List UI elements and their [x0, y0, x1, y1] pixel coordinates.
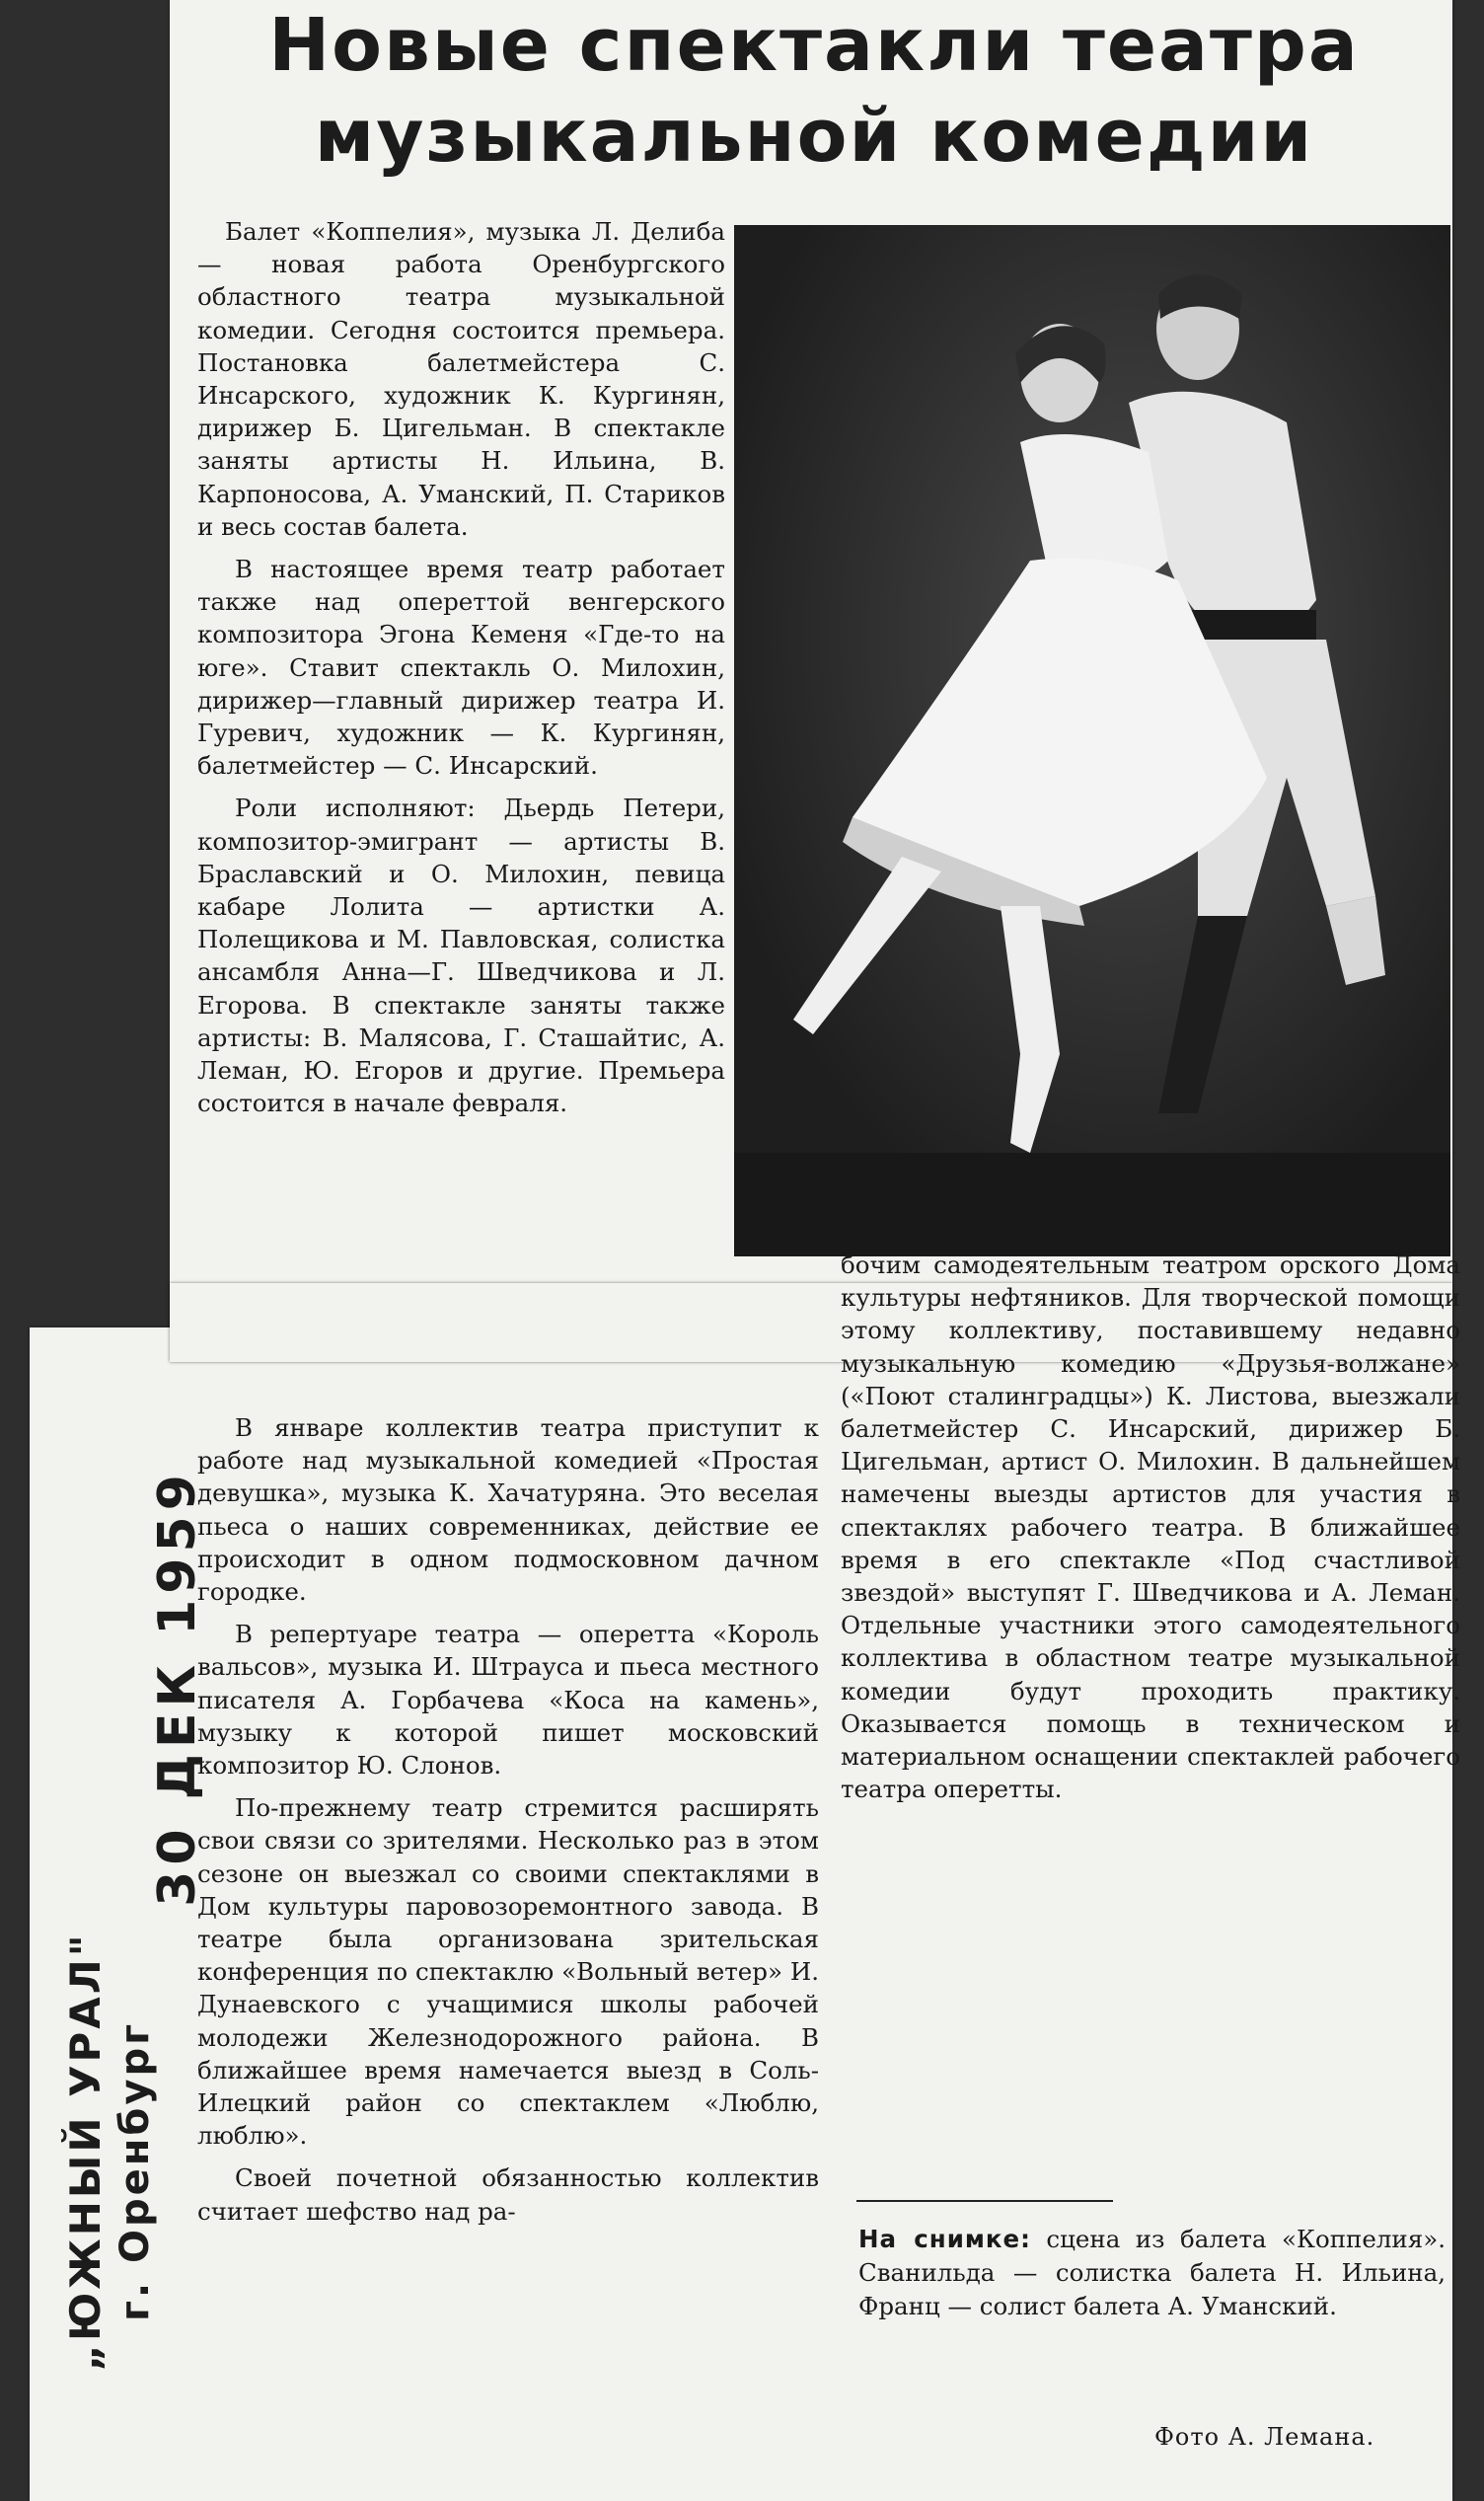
ballet-photo-image	[734, 225, 1450, 1256]
newspaper-stamp-text: „ЮЖНЫЙ УРАЛ"	[61, 1932, 110, 2372]
article-paragraph: По-прежнему театр стремится расширять свои связи со зрителями. Несколько раз в этом сезоне он выезжал со своими спектаклями в Дом культуры паровозоремонтного завода. В театре была организована зрительская конференция по спектаклю «Вольный ветер» И. Дунаевского с учащимися школы рабочей молодежи Железнодорожного района. В ближайшее время намечается выезд в Соль-Илецкий район со спектаклем «Люблю, люблю».	[197, 1793, 819, 2151]
photo-credit: Фото А. Лемана.	[1154, 2423, 1375, 2451]
article-paragraph: В настоящее время театр работает также над опереттой венгерского композитора Эгона Кеменя «Где-то на юге». Ставит спектакль О. Милохин, дирижер—главный дирижер театра И. Гуревич, художник — К. Кургинян, балетмейстер — С. Инсарский.	[197, 555, 725, 781]
date-stamp-text: 30 ДЕК 1959	[148, 1469, 207, 1907]
article-paragraph: Роли исполняют: Дьердь Петери, композитор-эмигрант — артисты В. Браславский и О. Милохин, певица кабаре Лолита — артистки А. Полещикова и М. Павловская, солистка ансамбля Анна—Г. Шведчикова и Л. Егорова. В спектакле заняты также артисты: В. Малясова, Г. Сташайтис, А. Леман, Ю. Егоров и другие. Премьера состоится в начале февраля.	[197, 794, 725, 1118]
headline-line-1: Новые спектакли театра	[268, 3, 1360, 88]
article-paragraph: В январе коллектив театра приступит к работе над музыкальной комедией «Простая девушка», музыка К. Хачатуряна. Это веселая пьеса о наших современниках, действие ее происходит в одном подмосковном дачном городке.	[197, 1413, 819, 1607]
caption-divider	[856, 2200, 1113, 2202]
caption-lead: На снимке:	[858, 2225, 1031, 2253]
headline	[187, 0, 1441, 182]
article-paragraph: В репертуаре театра — оперетта «Король вальсов», музыка И. Штрауса и пьеса местного писателя А. Горбачева «Коса на камень», музыку к которой пишет московский композитор Ю. Слонов.	[197, 1620, 819, 1781]
ballet-photo	[734, 225, 1450, 1256]
article-column-left	[197, 215, 725, 1119]
article-column-left-lower	[197, 1411, 819, 2237]
headline-line-2: музыкальной комедии	[314, 94, 1314, 179]
article-column-right	[841, 1249, 1460, 1815]
article-paragraph: бочим самодеятельным театром орского Дома культуры нефтяников. Для творческой помощи этому коллективу, поставившему недавно музыкальную комедию «Друзья-волжане» («Поют сталинградцы») К. Листова, выезжали балетмейстер С. Инсарский, дирижер Б. Цигельман, артист О. Милохин. В дальнейшем намечены выезды артистов для участия в спектаклях рабочего театра. В ближайшее время в его спектакле «Под счастливой звездой» выступят Г. Шведчикова и А. Леман. Отдельные участники этого самодеятельного коллектива в областном театре музыкальной комедии будут проходить практику. Оказывается помощь в техническом и материальном оснащении спектаклей рабочего театра оперетты.	[841, 1250, 1460, 1804]
photo-caption	[858, 2223, 1446, 2323]
article-paragraph: Балет «Коппелия», музыка Л. Делиба — новая работа Оренбургского областного театра музыкальной комедии. Сегодня состоится премьера. Постановка балетмейстера С. Инсарского, художник К. Кургинян, дирижер Б. Цигельман. В спектакле заняты артисты Н. Ильина, В. Карпоносова, А. Уманский, П. Стариков и весь состав балета.	[197, 217, 725, 541]
article-paragraph: Своей почетной обязанностью коллектив считает шефство над ра-	[197, 2163, 819, 2226]
city-stamp-text: г. Оренбург	[112, 2021, 158, 2321]
caption-text: сцена из балета «Коппелия». Сванильда — солистка балета Н. Ильина, Франц — солист балета А. Уманский.	[858, 2225, 1446, 2320]
